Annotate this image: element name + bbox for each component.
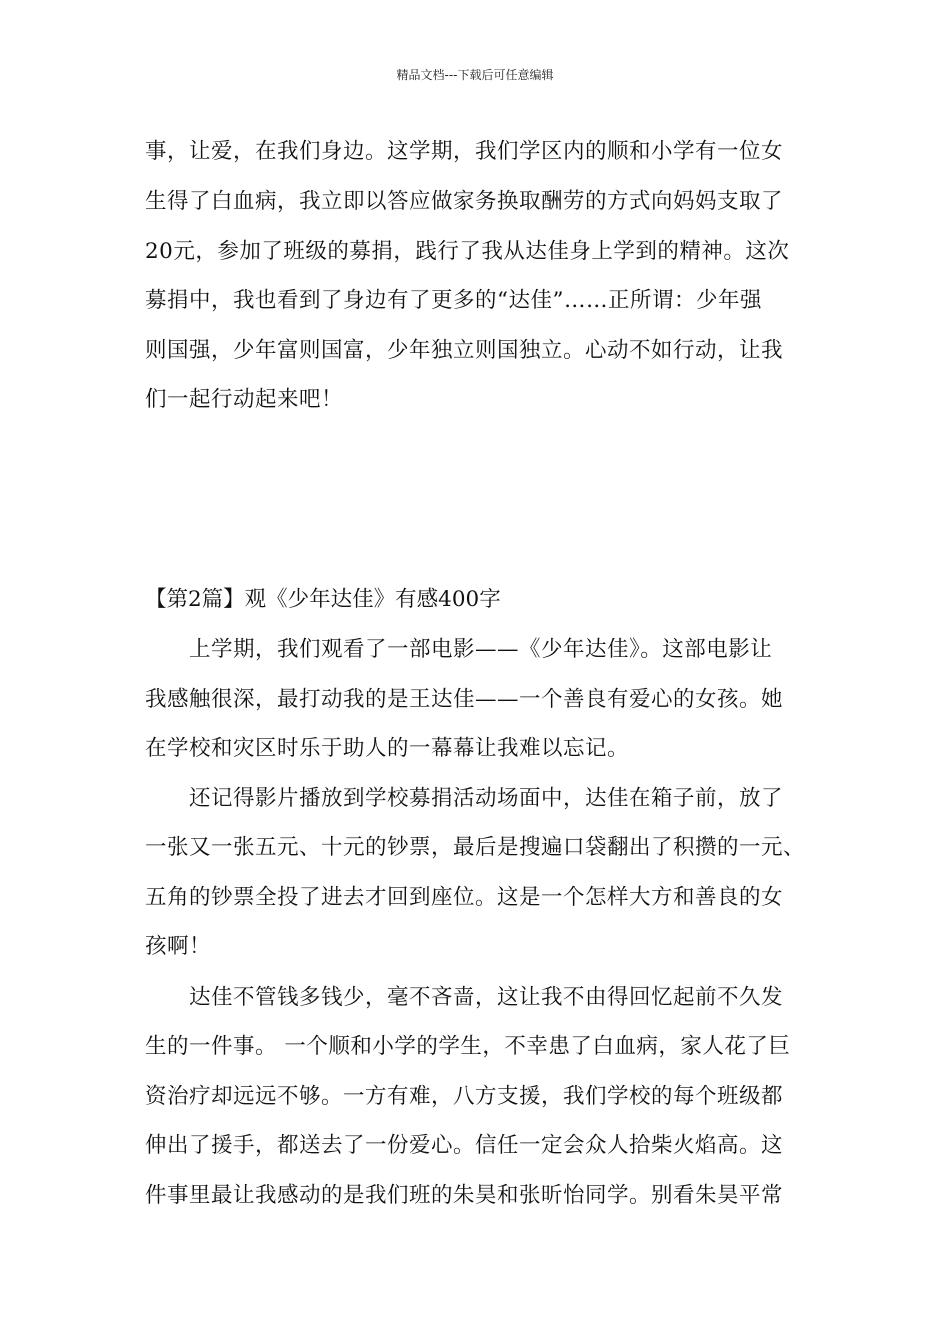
text-line: 20元，参加了班级的募捐，践行了我从达佳身上学到的精神。这次 [145, 239, 790, 264]
page-header: 精品文档---下载后可任意编辑 [396, 68, 554, 82]
article-title: 【第2篇】观《少年达佳》有感400字 [145, 587, 501, 612]
text-line: 生得了白血病，我立即以答应做家务换取酬劳的方式向妈妈支取了 [145, 189, 784, 214]
text-line: 件事里最让我感动的是我们班的朱昊和张昕怡同学。别看朱昊平常 [145, 1183, 784, 1208]
text-line: 一张又一张五元、十元的钞票，最后是搜遍口袋翻出了积攒的一元、 [145, 835, 806, 860]
text-line: 事，让爱，在我们身边。这学期，我们学区内的顺和小学有一位女 [145, 139, 784, 164]
text-line: 们一起行动起来吧！ [145, 387, 344, 412]
text-line: 则国强，少年富则国富，少年独立则国独立。心动不如行动，让我 [145, 338, 784, 363]
text-line: 孩啊！ [145, 934, 212, 959]
text-line: 募捐中，我也看到了身边有了更多的“达佳”……正所谓：少年强 [145, 288, 762, 313]
text-line: 上学期，我们观看了一部电影——《少年达佳》。这部电影让 [145, 637, 773, 662]
text-line: 在学校和灾区时乐于助人的一幕幕让我难以忘记。 [145, 736, 630, 761]
text-line: 资治疗却远远不够。一方有难，八方支援，我们学校的每个班级都 [145, 1084, 784, 1109]
text-line: 生的一件事。 一个顺和小学的学生，不幸患了白血病，家人花了巨 [145, 1034, 791, 1059]
text-line: 还记得影片播放到学校募捐活动场面中，达佳在箱子前，放了 [145, 786, 784, 811]
text-line: 伸出了援手，都送去了一份爱心。信任一定会众人拾柴火焰高。这 [145, 1133, 784, 1158]
text-line: 我感触很深，最打动我的是王达佳——一个善良有爱心的女孩。她 [145, 687, 784, 712]
text-line: 达佳不管钱多钱少，毫不吝啬，这让我不由得回忆起前不久发 [145, 985, 784, 1010]
text-line: 五角的钞票全投了进去才回到座位。这是一个怎样大方和善良的女 [145, 885, 784, 910]
